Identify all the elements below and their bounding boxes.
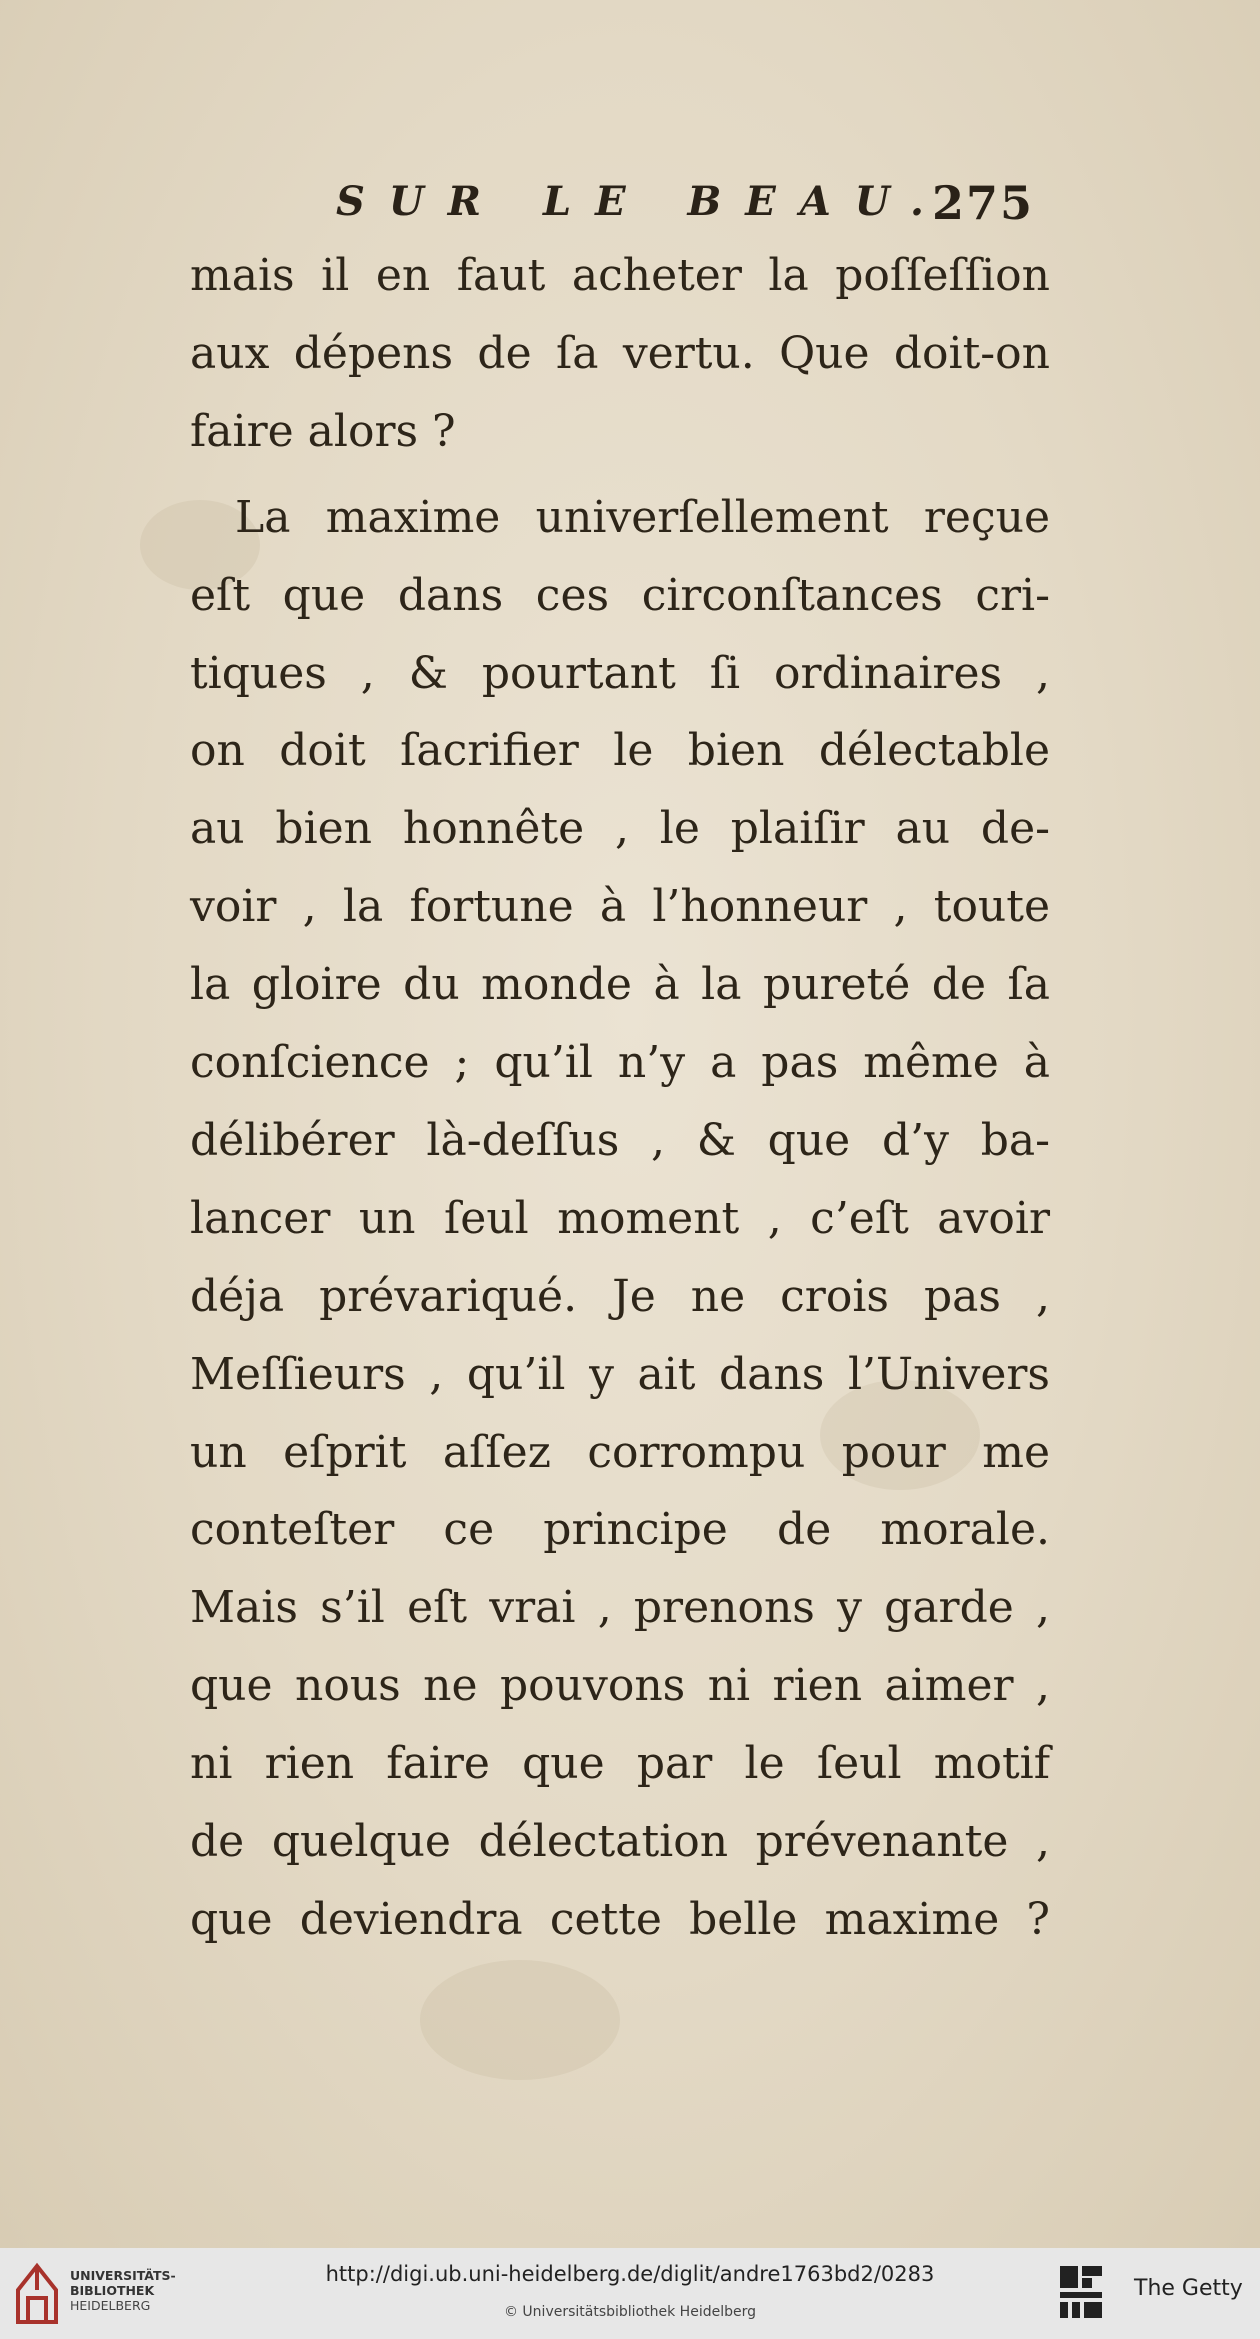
page-number: 275 [932, 176, 1035, 230]
text-line: conſcience ; qu’il n’y a pas même à [190, 1037, 1050, 1088]
library-name [70, 2268, 220, 2328]
text-line: on doit ſacrifier le bien délectable [190, 725, 1050, 776]
library-name-line: UNIVERSITÄTS- [70, 2268, 176, 2283]
text-line: que nous ne pouvons ni rien aimer , [190, 1660, 1050, 1711]
university-library-logo-icon [14, 2260, 60, 2326]
text-line: mais il en faut acheter la poſſeſſion [190, 250, 1050, 301]
text-line: délibérer là-deſſus , & que d’y ba- [190, 1115, 1050, 1166]
text-line: eſt que dans ces circonſtances cri- [190, 570, 1050, 621]
text-line: un eſprit aſſez corrompu pour me [190, 1427, 1050, 1478]
text-line: ni rien faire que par le ſeul motif [190, 1738, 1050, 1789]
text-line: la gloire du monde à la pureté de ſa [190, 959, 1050, 1010]
text-line: Meſſieurs , qu’il y ait dans l’Univers [190, 1349, 1050, 1400]
text-line: tiques , & pourtant ſi ordinaires , [190, 648, 1050, 699]
text-line: lancer un ſeul moment , c’eſt avoir [190, 1193, 1050, 1244]
partner-name: The Getty [1134, 2276, 1243, 2301]
copyright-notice: © Universitätsbibliothek Heidelberg [503, 2304, 756, 2320]
text-line: faire alors ? [190, 406, 456, 457]
text-line: déja prévariqué. Je ne crois pas , [190, 1271, 1050, 1322]
paper-stain [420, 1960, 620, 2080]
text-line: de quelque délectation prévenante , [190, 1816, 1050, 1867]
text-line: que deviendra cette belle maxime ? [190, 1894, 1050, 1945]
getty-logo-icon [1058, 2264, 1104, 2320]
text-line: aux dépens de ſa vertu. Que doit-on [190, 328, 1050, 379]
text-line: La maxime univerſellement reçue [235, 492, 1050, 543]
text-line: conteſter ce principe de morale. [190, 1504, 1050, 1555]
viewer-footer [0, 2248, 1260, 2339]
library-name-line: HEIDELBERG [70, 2298, 151, 2313]
permalink-url[interactable]: http://digi.ub.uni-heidelberg.de/diglit/andre1763bd2/0283 [325, 2262, 935, 2286]
text-line: au bien honnête , le plaiſir au de- [190, 803, 1050, 854]
text-line: Mais s’il eſt vrai , prenons y garde , [190, 1582, 1050, 1633]
library-name-line: BIBLIOTHEK [70, 2283, 155, 2298]
text-line: voir , la fortune à l’honneur , toute [190, 881, 1050, 932]
running-head: SUR LE BEAU. [336, 178, 948, 225]
